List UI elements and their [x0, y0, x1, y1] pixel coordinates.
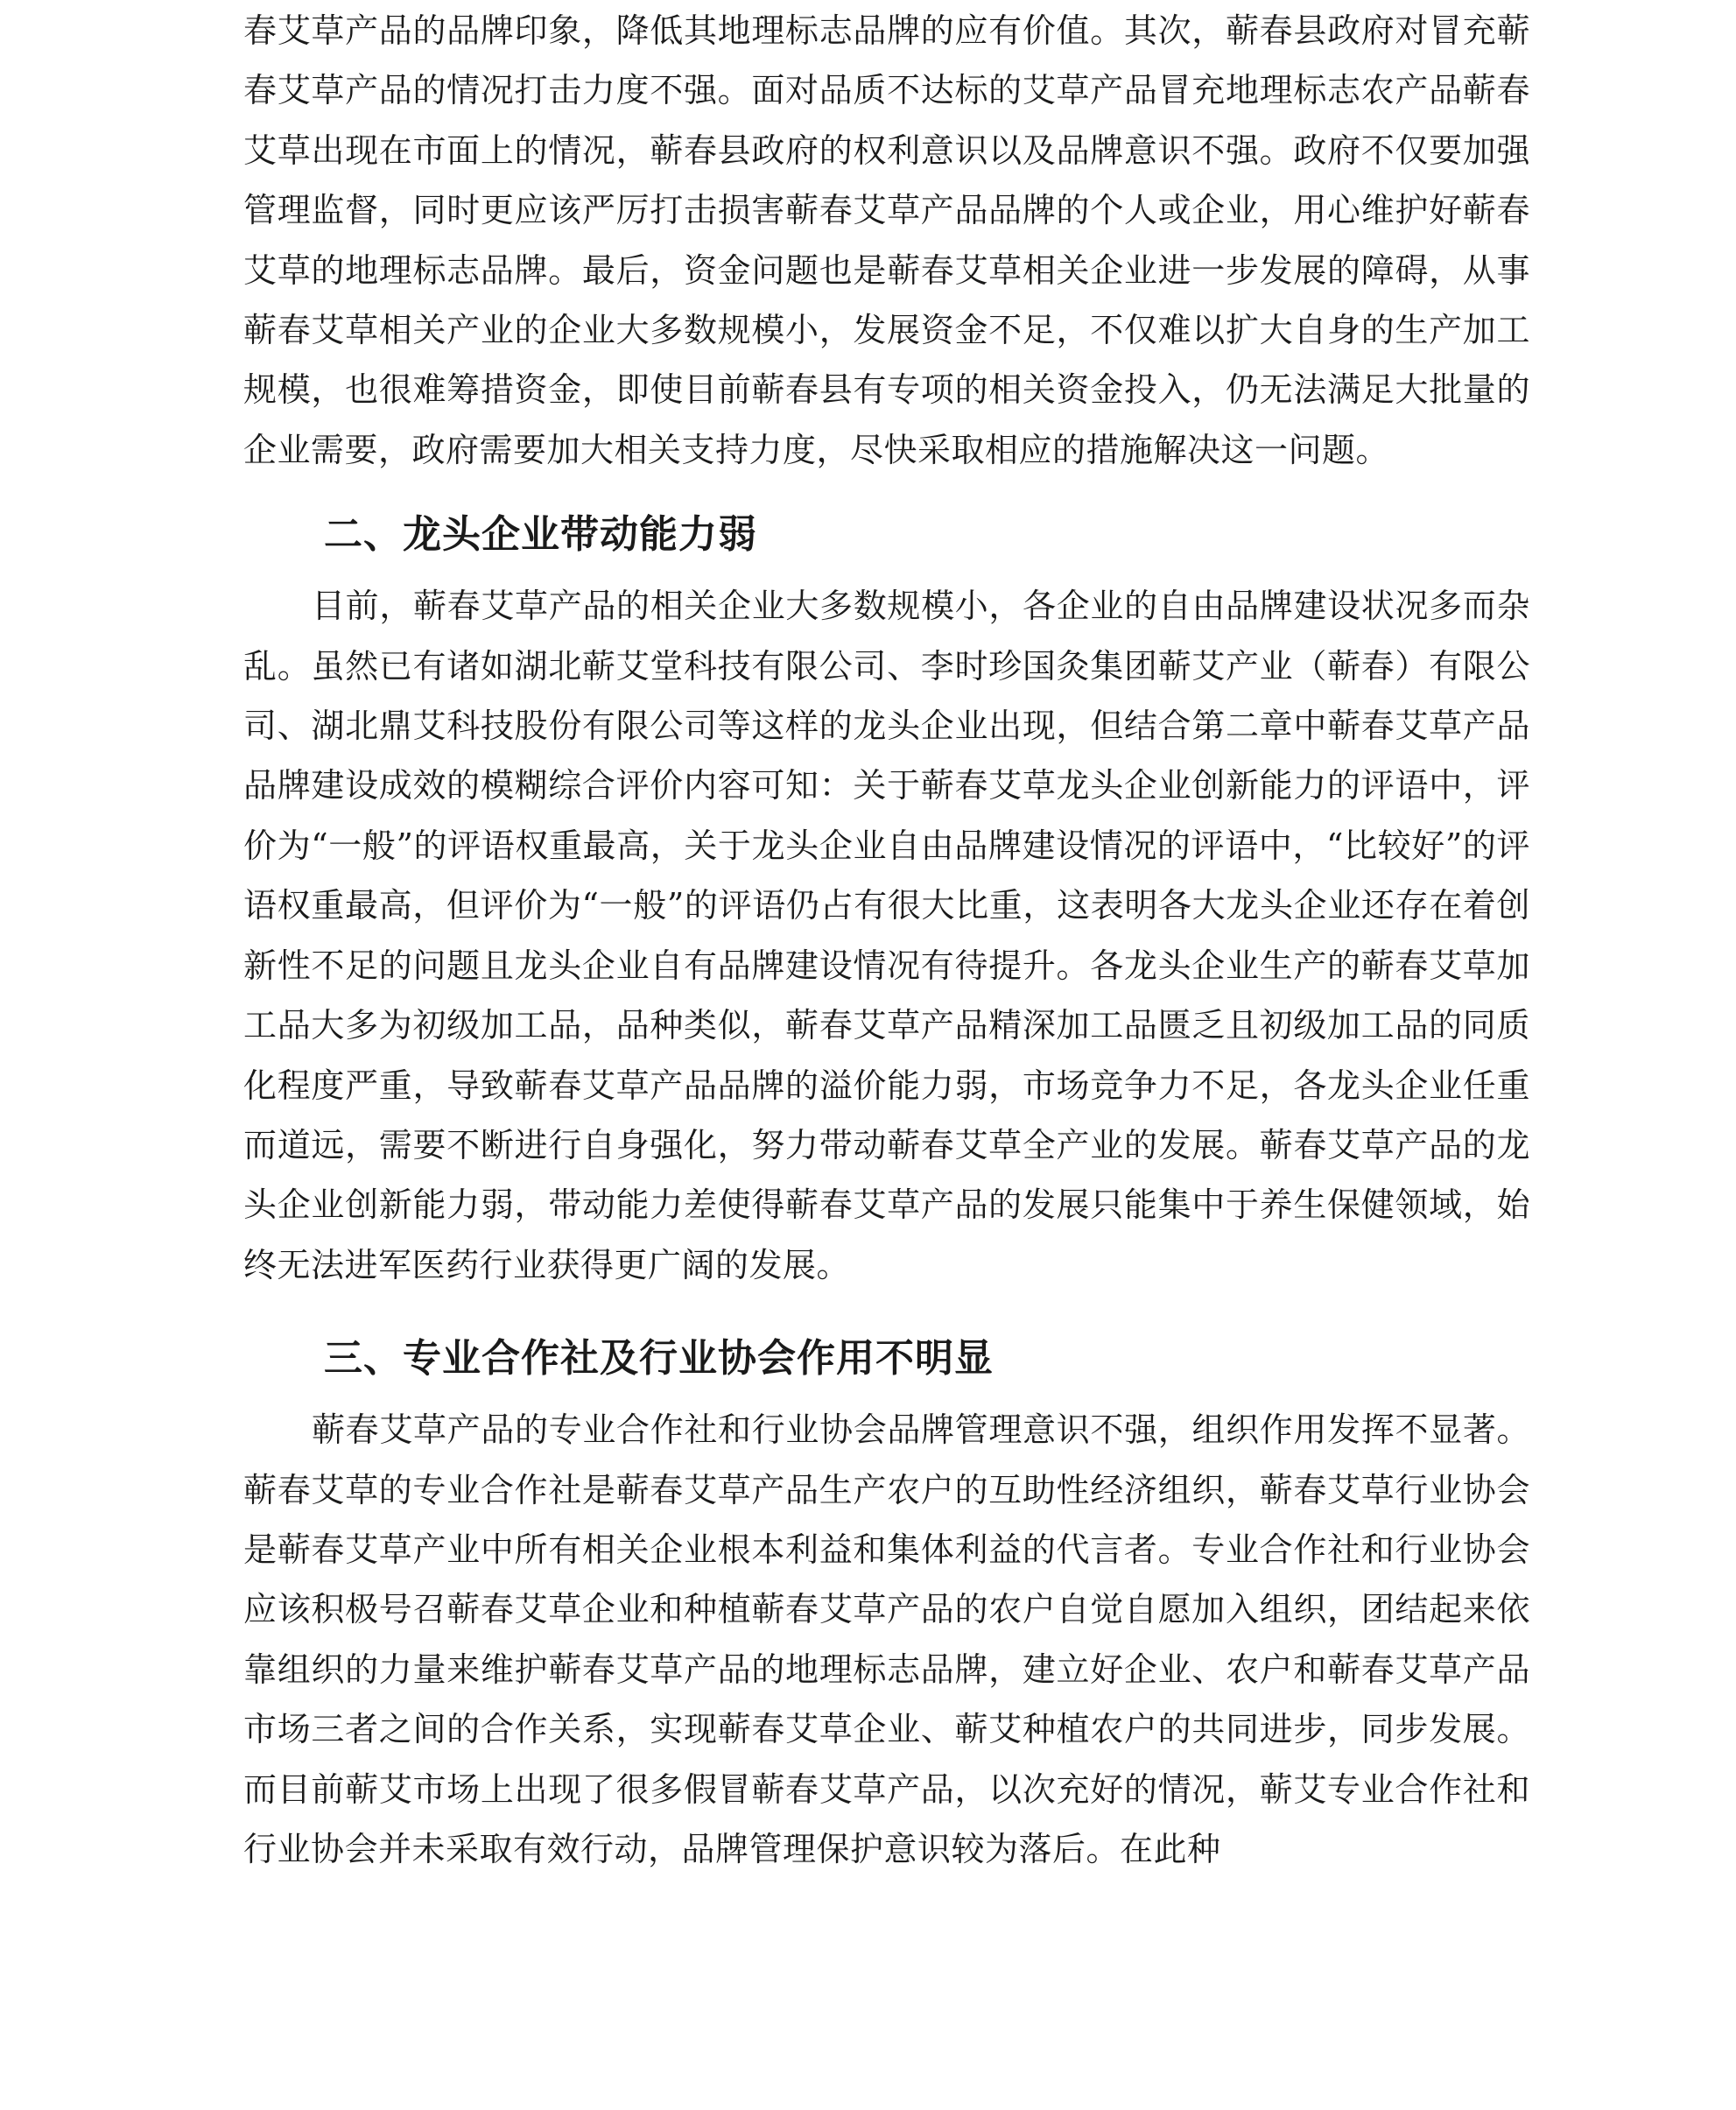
document-page [243, 0, 1530, 1879]
section-heading-3: 三、专业合作社及行业协会作用不明显 [324, 1336, 994, 1382]
paragraph-leading-enterprises: 目前，蕲春艾草产品的相关企业大多数规模小，各企业的自由品牌建设状况多而杂乱。虽然已有诸如湖北蕲艾堂科技有限公司、李时珍国灸集团蕲艾产业（蕲春）有限公司、湖北鼎艾科技股份有限公司等这样的龙头企业出现，但结合第二章中蕲春艾草产品品牌建设成效的模糊综合评价内容可知：关于蕲春艾草龙头企业创新能力的评语中，评价为“一般”的评语权重最高，关于龙头企业自由品牌建设情况的评语中，“比较好”的评语权重最高，但评价为“一般”的评语仍占有很大比重，这表明各大龙头企业还存在着创新性不足的问题且龙头企业自有品牌建设情况有待提升。各龙头企业生产的蕲春艾草加工品大多为初级加工品，品种类似，蕲春艾草产品精深加工品匮乏且初级加工品的同质化程度严重，导致蕲春艾草产品品牌的溢价能力弱，市场竞争力不足，各龙头企业任重而道远，需要不断进行自身强化，努力带动蕲春艾草全产业的发展。蕲春艾草产品的龙头企业创新能力弱，带动能力差使得蕲春艾草产品的发展只能集中于养生保健领域，始终无法进军医药行业获得更广阔的发展。 [243, 587, 1530, 1284]
paragraph-cooperatives: 蕲春艾草产品的专业合作社和行业协会品牌管理意识不强，组织作用发挥不显著。蕲春艾草的专业合作社是蕲春艾草产品生产农户的互助性经济组织，蕲春艾草行业协会是蕲春艾草产业中所有相关企业根本利益和集体利益的代言者。专业合作社和行业协会应该积极号召蕲春艾草企业和种植蕲春艾草产品的农户自觉自愿加入组织，团结起来依靠组织的力量来维护蕲春艾草产品的地理标志品牌，建立好企业、农户和蕲春艾草产品市场三者之间的合作关系，实现蕲春艾草企业、蕲艾种植农户的共同进步，同步发展。而目前蕲艾市场上出现了很多假冒蕲春艾草产品，以次充好的情况，蕲艾专业合作社和行业协会并未采取有效行动，品牌管理保护意识较为落后。在此种 [243, 1410, 1530, 1868]
paragraph-continuation: 春艾草产品的品牌印象，降低其地理标志品牌的应有价值。其次，蕲春县政府对冒充蕲春艾草产品的情况打击力度不强。面对品质不达标的艾草产品冒充地理标志农产品蕲春艾草出现在市面上的情况，蕲春县政府的权利意识以及品牌意识不强。政府不仅要加强管理监督，同时更应该严厉打击损害蕲春艾草产品品牌的个人或企业，用心维护好蕲春艾草的地理标志品牌。最后，资金问题也是蕲春艾草相关企业进一步发展的障碍，从事蕲春艾草相关产业的企业大多数规模小，发展资金不足，不仅难以扩大自身的生产加工规模，也很难筹措资金，即使目前蕲春县有专项的相关资金投入，仍无法满足大批量的企业需要，政府需要加大相关支持力度，尽快采取相应的措施解决这一问题。 [243, 11, 1530, 469]
section-heading-2: 二、龙头企业带动能力弱 [324, 512, 757, 558]
